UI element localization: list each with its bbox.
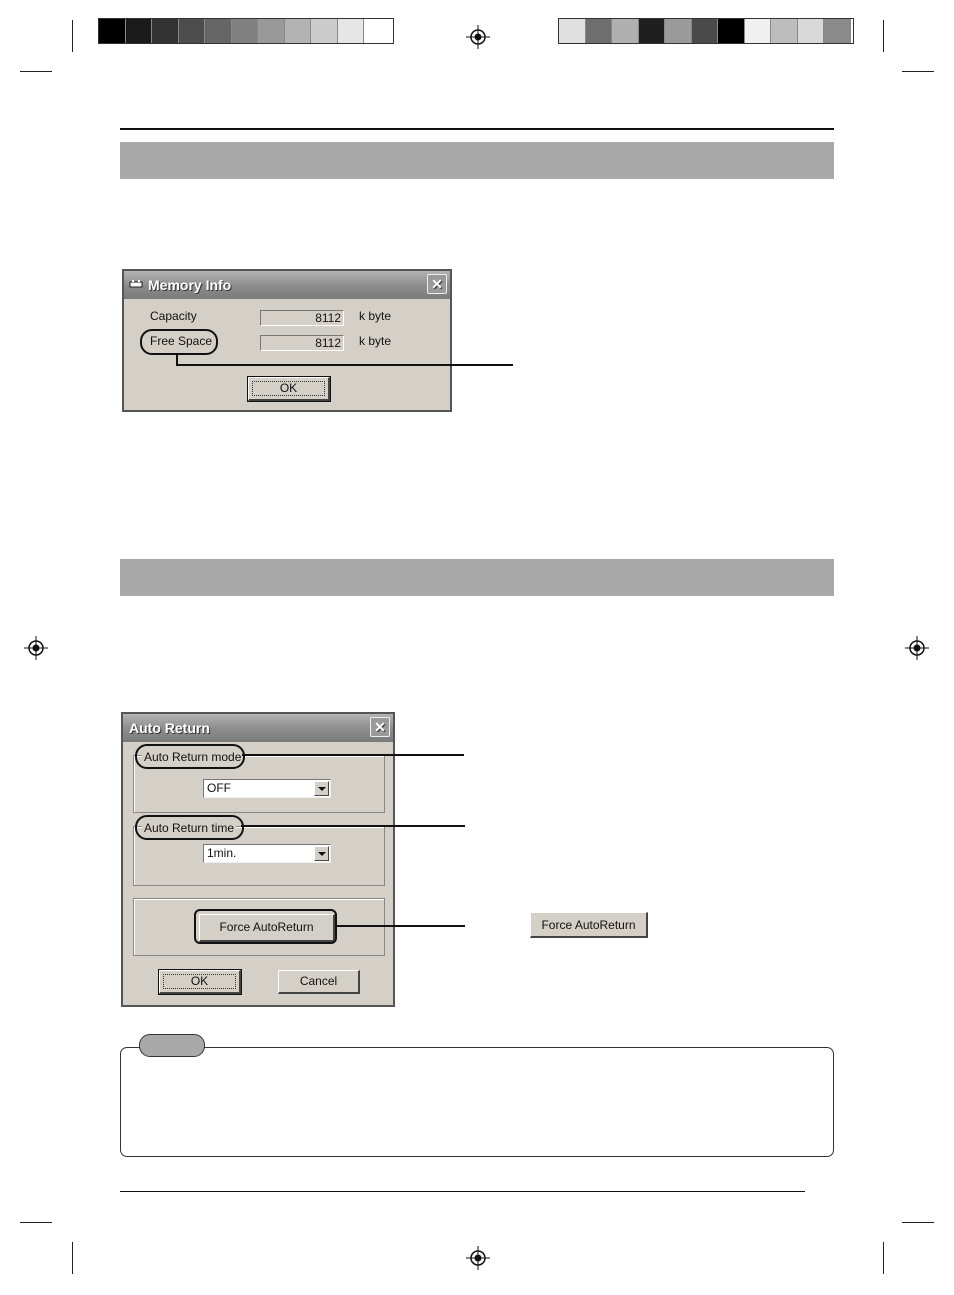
- highlight-oval: [194, 909, 337, 944]
- color-swatch: [798, 19, 825, 43]
- crop-mark: [20, 1222, 52, 1223]
- color-swatch: [771, 19, 798, 43]
- callout-line: [241, 825, 465, 827]
- crop-mark: [883, 1242, 884, 1274]
- crop-mark: [72, 1242, 73, 1274]
- registration-mark-icon: [466, 25, 490, 49]
- registration-mark-icon: [905, 636, 929, 660]
- color-swatch: [179, 19, 206, 43]
- footer-rule: [120, 1191, 805, 1192]
- color-swatch: [692, 19, 719, 43]
- note-box: [120, 1047, 834, 1157]
- color-swatch: [205, 19, 232, 43]
- color-swatch: [364, 19, 391, 43]
- free-space-value: 8112: [260, 335, 344, 351]
- color-swatch: [559, 19, 586, 43]
- dialog-title-bar[interactable]: [123, 714, 393, 742]
- memory-info-dialog: [122, 269, 452, 412]
- color-swatch: [311, 19, 338, 43]
- crop-mark: [72, 20, 73, 52]
- ok-button[interactable]: OK: [248, 377, 330, 401]
- dialog-title: Auto Return: [129, 720, 210, 736]
- color-swatch: [152, 19, 179, 43]
- chevron-down-icon[interactable]: [314, 846, 329, 861]
- color-bar-right: [558, 18, 854, 44]
- capacity-unit: k byte: [359, 309, 392, 323]
- callout-line: [242, 754, 464, 756]
- color-swatch: [718, 19, 745, 43]
- capacity-label: Capacity: [150, 309, 197, 323]
- highlight-oval: [135, 744, 245, 769]
- highlight-oval: [135, 815, 244, 840]
- ok-button[interactable]: OK: [159, 970, 241, 994]
- crop-mark: [902, 1222, 934, 1223]
- color-swatch: [99, 19, 126, 43]
- chevron-down-icon[interactable]: [314, 781, 329, 796]
- auto-return-mode-select[interactable]: OFF: [203, 779, 331, 798]
- force-autoreturn-button[interactable]: Force AutoReturn: [199, 914, 335, 942]
- registration-mark-icon: [24, 636, 48, 660]
- section-heading-band: [120, 142, 834, 179]
- dialog-title: Memory Info: [148, 277, 232, 293]
- color-swatch: [285, 19, 312, 43]
- color-swatch: [258, 19, 285, 43]
- color-swatch: [232, 19, 259, 43]
- auto-return-mode-label: Auto Return mode: [144, 750, 242, 764]
- free-space-label: Free Space: [150, 334, 213, 348]
- capacity-value: 8112: [260, 310, 344, 326]
- color-swatch: [824, 19, 851, 43]
- crop-mark: [902, 71, 934, 72]
- color-swatch: [338, 19, 365, 43]
- cancel-button[interactable]: Cancel: [278, 970, 360, 994]
- color-swatch: [639, 19, 666, 43]
- color-swatch: [612, 19, 639, 43]
- callout-line: [335, 925, 465, 927]
- dialog-title-bar[interactable]: [124, 271, 450, 299]
- crop-mark: [883, 20, 884, 52]
- color-swatch: [745, 19, 772, 43]
- close-icon[interactable]: ✕: [370, 717, 390, 737]
- auto-return-time-label: Auto Return time: [144, 821, 235, 835]
- header-rule: [120, 128, 834, 130]
- force-autoreturn-button-sample[interactable]: Force AutoReturn: [530, 912, 648, 938]
- section-heading-band: [120, 559, 834, 596]
- crop-mark: [20, 71, 52, 72]
- color-swatch: [665, 19, 692, 43]
- registration-mark-icon: [466, 1246, 490, 1270]
- color-bar-left: [98, 18, 394, 44]
- note-tab: [139, 1034, 205, 1057]
- free-space-unit: k byte: [359, 334, 392, 348]
- auto-return-time-select[interactable]: 1min.: [203, 844, 331, 863]
- color-swatch: [586, 19, 613, 43]
- callout-line: [176, 364, 513, 366]
- close-icon[interactable]: ✕: [427, 274, 447, 294]
- memory-icon: [129, 279, 143, 289]
- color-swatch: [126, 19, 153, 43]
- highlight-oval: [140, 329, 218, 355]
- auto-return-dialog: [121, 712, 395, 1007]
